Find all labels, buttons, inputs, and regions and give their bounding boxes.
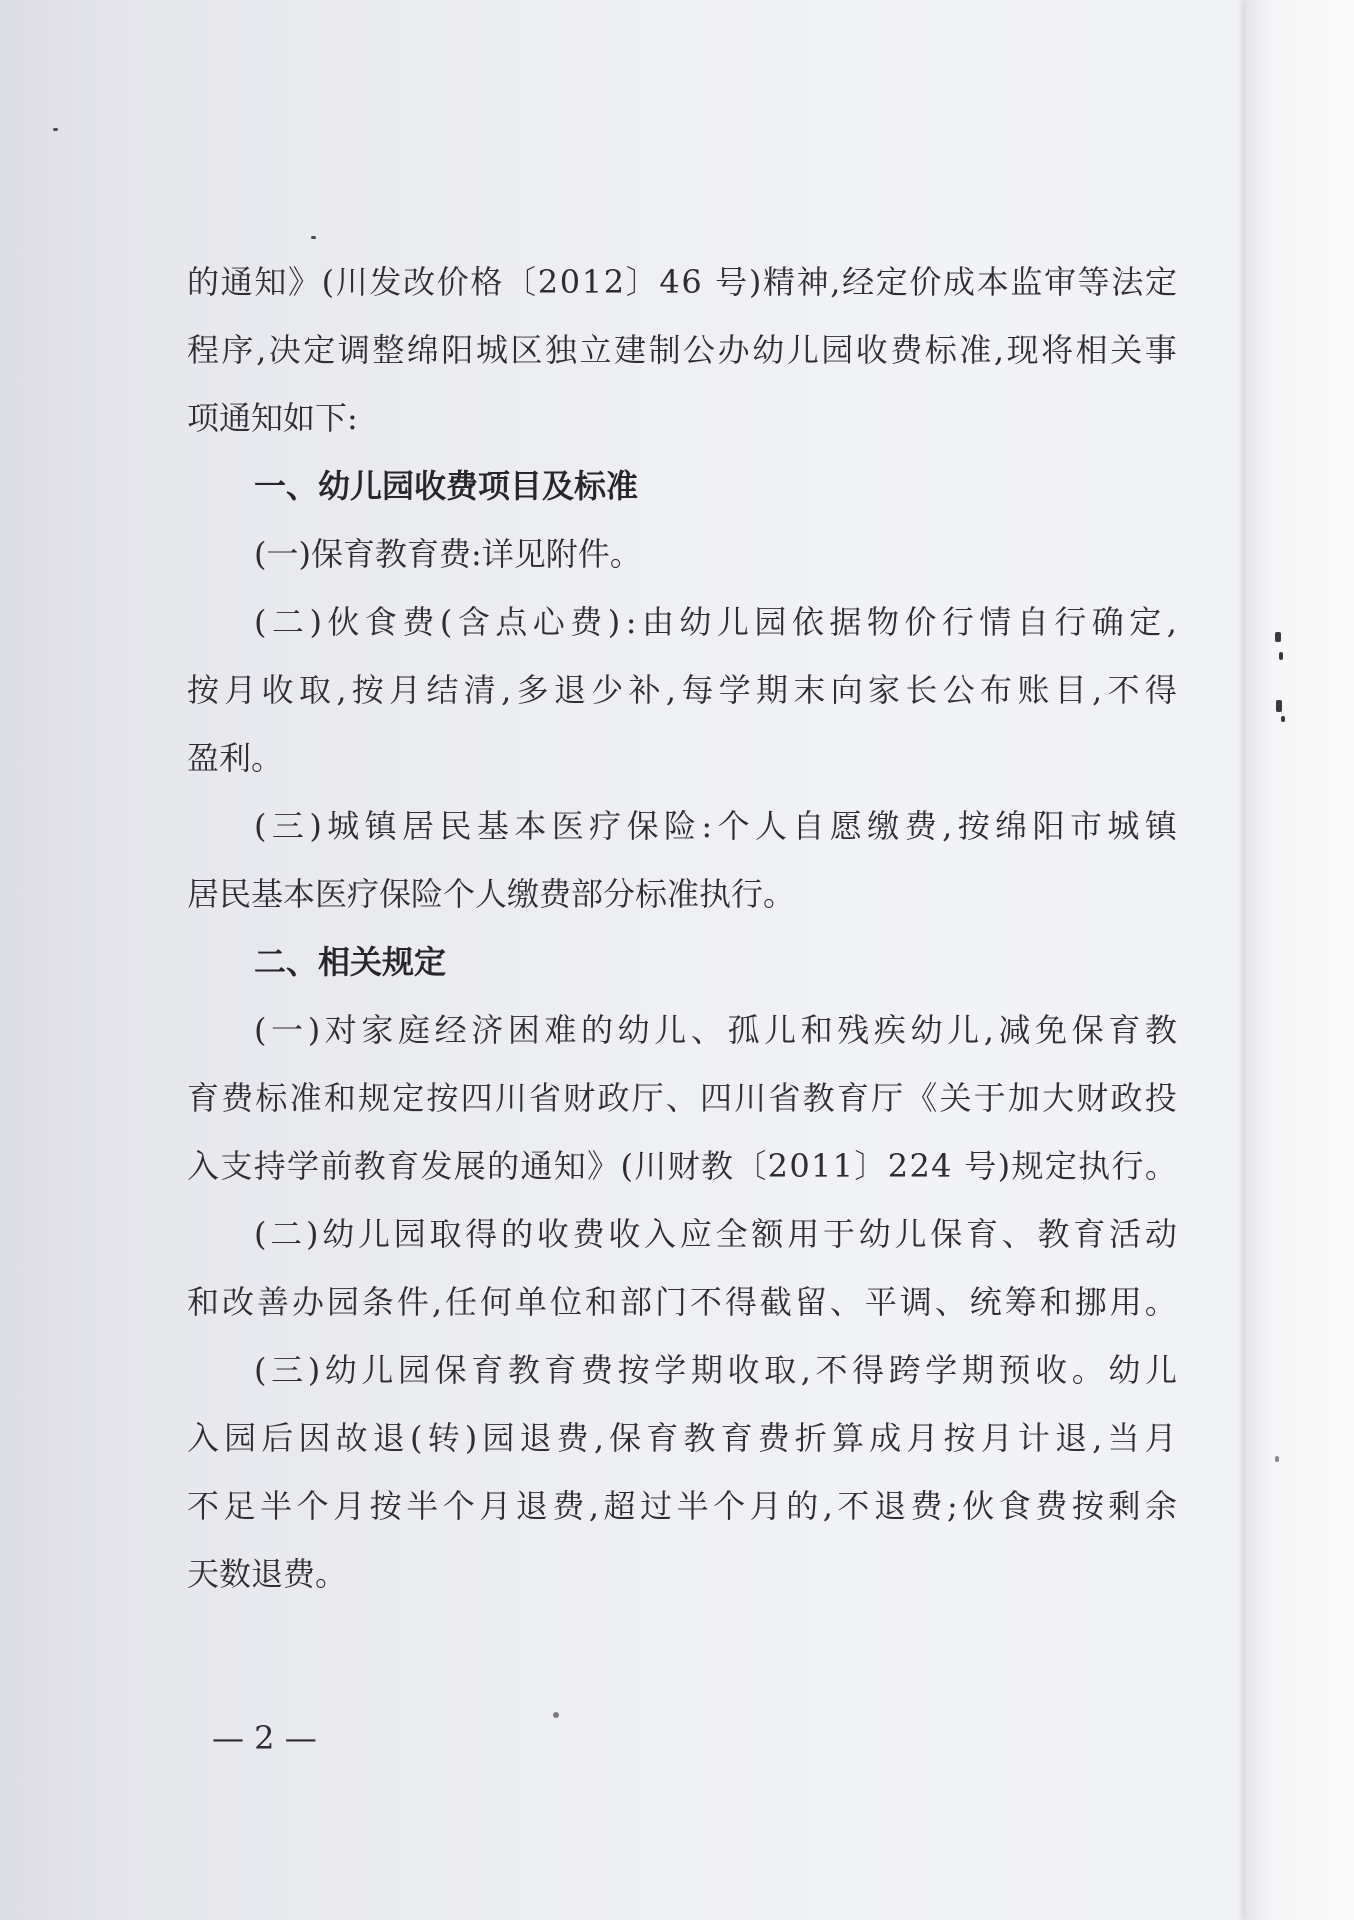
body-line-text: 项通知如下: bbox=[187, 399, 358, 437]
section-heading bbox=[254, 462, 954, 510]
body-line-text: 和 改 善 办 园 条 件 , 任 何 单 位 和 部 门 不 得 截 留 、 平 调 、 统 筹 和 挪 用 。 bbox=[187, 1283, 1177, 1321]
body-line bbox=[254, 598, 1177, 646]
body-line bbox=[254, 1346, 1177, 1394]
body-line-text: ( 二 ) 幼 儿 园 取 得 的 收 费 收 入 应 全 额 用 于 幼 儿 保 育 、 教 育 活 动 bbox=[254, 1215, 1177, 1253]
body-line bbox=[254, 530, 1154, 578]
body-line bbox=[254, 1006, 1177, 1054]
body-line-text: 育 费 标 准 和 规 定 按 四 川 省 财 政 厅 、 四 川 省 教 育 厅 《 关 于 加 大 财 政 投 bbox=[187, 1079, 1177, 1117]
body-line-text: 盈利。 bbox=[187, 739, 284, 777]
body-line-text: 天数退费。 bbox=[187, 1555, 348, 1593]
section-heading-text: 一、幼儿园收费项目及标准 bbox=[254, 467, 639, 505]
body-line bbox=[187, 394, 1177, 442]
page-number: — 2 — bbox=[212, 1719, 317, 1757]
body-line bbox=[187, 1482, 1177, 1530]
body-line bbox=[254, 802, 1177, 850]
body-line-text: 程 序 , 决 定 调 整 绵 阳 城 区 独 立 建 制 公 办 幼 儿 园 收 费 标 准 , 现 将 相 关 事 bbox=[187, 331, 1177, 369]
body-line-text: ( 三 ) 幼 儿 园 保 育 教 育 费 按 学 期 收 取 , 不 得 跨 学 期 预 收 。 幼 儿 bbox=[254, 1351, 1177, 1389]
adjacent-page-edge bbox=[1245, 0, 1354, 1920]
section-heading bbox=[254, 938, 954, 986]
body-line-text: 入 园 后 因 故 退 ( 转 ) 园 退 费 , 保 育 教 育 费 折 算 成 月 按 月 计 退 , 当 月 bbox=[187, 1419, 1177, 1457]
body-line bbox=[187, 1414, 1177, 1462]
body-line bbox=[187, 870, 1177, 918]
edge-stain bbox=[1275, 632, 1281, 642]
body-line bbox=[187, 734, 1177, 782]
body-line bbox=[187, 1142, 1177, 1190]
edge-stain bbox=[1279, 652, 1283, 660]
body-line-text: 不 足 半 个 月 按 半 个 月 退 费 , 超 过 半 个 月 的 , 不 退 费 ; 伙 食 费 按 剩 余 bbox=[187, 1487, 1177, 1525]
edge-stain bbox=[1275, 1456, 1279, 1462]
body-line-text: ( 三 ) 城 镇 居 民 基 本 医 疗 保 险 : 个 人 自 愿 缴 费 , 按 绵 阳 市 城 镇 bbox=[254, 807, 1177, 845]
body-line bbox=[187, 1278, 1177, 1326]
body-line-text: 入 支 持 学 前 教 育 发 展 的 通 知 》 ( 川 财 教 〔 2 0 1 1 〕 2 2 4 号 ) 规 定 执 行 。 bbox=[187, 1147, 1177, 1185]
paper-speck bbox=[311, 236, 316, 239]
body-line-text: (一)保育教育费:详见附件。 bbox=[254, 535, 642, 573]
body-line-text: 按 月 收 取 , 按 月 结 清 , 多 退 少 补 , 每 学 期 末 向 家 长 公 布 账 目 , 不 得 bbox=[187, 671, 1177, 709]
body-line bbox=[187, 666, 1177, 714]
body-line bbox=[187, 258, 1177, 306]
body-line bbox=[187, 1074, 1177, 1122]
edge-stain bbox=[1276, 700, 1282, 712]
body-line-text: ( 二 ) 伙 食 费 ( 含 点 心 费 ) : 由 幼 儿 园 依 据 物 价 行 情 自 行 确 定 , bbox=[254, 603, 1177, 641]
body-line-text: 居民基本医疗保险个人缴费部分标准执行。 bbox=[187, 875, 796, 913]
paper-speck bbox=[53, 128, 58, 131]
body-line bbox=[187, 326, 1177, 374]
body-line bbox=[187, 1550, 1177, 1598]
paper-speck bbox=[553, 1712, 559, 1718]
edge-stain bbox=[1281, 716, 1285, 722]
body-line-text: ( 一 ) 对 家 庭 经 济 困 难 的 幼 儿 、 孤 儿 和 残 疾 幼 儿 , 减 免 保 育 教 bbox=[254, 1011, 1177, 1049]
body-line bbox=[254, 1210, 1177, 1258]
section-heading-text: 二、相关规定 bbox=[254, 943, 447, 981]
body-line-text: 的 通 知 》 ( 川 发 改 价 格 〔 2 0 1 2 〕 4 6 号 ) 精 神 , 经 定 价 成 本 监 审 等 法 定 bbox=[187, 263, 1177, 301]
